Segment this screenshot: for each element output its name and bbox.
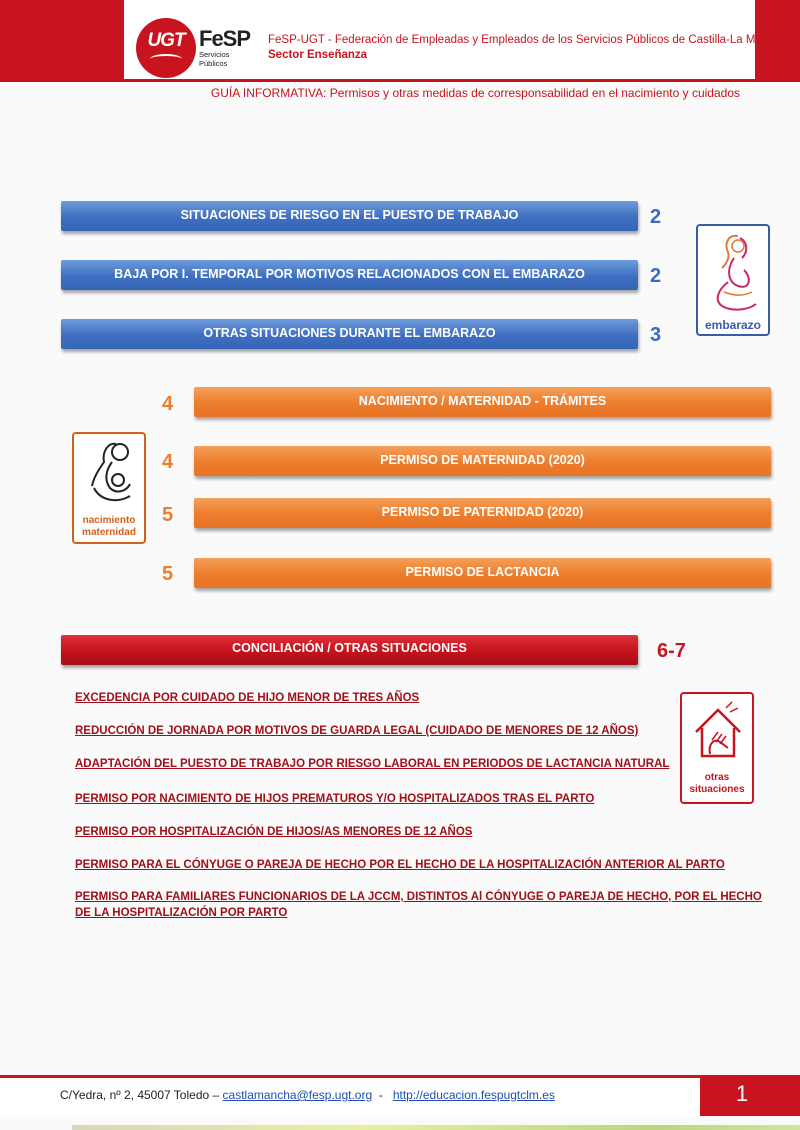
bar-conciliacion[interactable]: CONCILIACIÓN / OTRAS SITUACIONES xyxy=(61,635,638,665)
ugt-logo-text: UGT xyxy=(147,30,185,51)
footer-url-link[interactable]: http://educacion.fespugtclm.es xyxy=(392,1088,555,1102)
link-permiso-conyuge[interactable]: PERMISO PARA EL CÓNYUGE O PAREJA DE HECHO POR EL HECHO DE LA HOSPITALIZACIÓN ANTERIOR AL PARTO xyxy=(75,859,725,871)
footer-contact xyxy=(60,1088,555,1102)
nacimiento-icon-box xyxy=(72,432,146,544)
nacimiento-label-line1: nacimiento xyxy=(82,515,136,526)
handshake-icon xyxy=(150,54,182,64)
embarazo-icon-box xyxy=(696,224,770,336)
fesp-logo-text: FeSP xyxy=(199,26,251,51)
page-number: 2 xyxy=(650,206,662,228)
nacimiento-label-line2: maternidad xyxy=(82,527,136,538)
bar-situaciones-riesgo[interactable]: SITUACIONES DE RIESGO EN EL PUESTO DE TRABAJO xyxy=(61,201,638,231)
footer-decorative-strip xyxy=(72,1125,800,1130)
link-permiso-familiares[interactable]: PERMISO PARA FAMILIARES FUNCIONARIOS DE LA JCCM, DISTINTOS Al CÓNYUGE O PAREJA DE HECHO, POR EL HECHO xyxy=(75,891,762,903)
mother-baby-icon xyxy=(80,438,140,514)
page-number: 5 xyxy=(162,504,174,526)
otras-label-line2: situaciones xyxy=(689,784,745,795)
header-title: FeSP-UGT - Federación de Empleadas y Empleados de los Servicios Públicos de Castilla-La Mancha xyxy=(268,34,787,46)
bar-nacimiento-tramites[interactable]: NACIMIENTO / MATERNIDAD - TRÁMITES xyxy=(194,387,771,417)
footer-email-link[interactable]: castlamancha@fesp.ugt.org xyxy=(222,1088,373,1102)
bar-otras-situaciones-embarazo[interactable]: OTRAS SITUACIONES DURANTE EL EMBARAZO xyxy=(61,319,638,349)
bar-permiso-maternidad[interactable]: PERMISO DE MATERNIDAD (2020) xyxy=(194,446,771,476)
page-number: 5 xyxy=(162,563,174,585)
page-number: 4 xyxy=(162,451,174,473)
link-permiso-prematuros[interactable]: PERMISO POR NACIMIENTO DE HIJOS PREMATUROS Y/O HOSPITALIZADOS TRAS EL PARTO xyxy=(75,793,595,805)
otras-label-line1: otras xyxy=(704,772,730,783)
pregnant-woman-icon xyxy=(704,230,764,318)
link-permiso-hospitalizacion-hijos[interactable]: PERMISO POR HOSPITALIZACIÓN DE HIJOS/AS MENORES DE 12 AÑOS xyxy=(75,826,473,838)
link-reduccion-jornada[interactable]: REDUCCIÓN DE JORNADA POR MOTIVOS DE GUARDA LEGAL (CUIDADO DE MENORES DE 12 AÑOS) xyxy=(75,725,639,737)
otras-situaciones-icon-box xyxy=(680,692,754,804)
link-permiso-familiares-cont[interactable]: DE LA HOSPITALIZACIÓN POR PARTO xyxy=(75,907,288,919)
header-red-band-left xyxy=(0,0,124,82)
fesp-logo-subtext: Servicios Públicos xyxy=(199,50,230,68)
page-number: 3 xyxy=(650,324,662,346)
footer-address: C/Yedra, nº 2, 45007 Toledo – xyxy=(60,1088,220,1102)
page-number: 4 xyxy=(162,393,174,415)
footer-separator: - xyxy=(378,1088,383,1102)
house-hands-icon xyxy=(688,698,748,768)
header-divider xyxy=(0,79,800,82)
header-subtitle: Sector Enseñanza xyxy=(268,49,368,61)
footer-page-number: 1 xyxy=(735,1081,749,1106)
link-adaptacion-puesto[interactable]: ADAPTACIÓN DEL PUESTO DE TRABAJO POR RIESGO LABORAL EN PERIODOS DE LACTANCIA NATURAL xyxy=(75,758,670,770)
bar-permiso-lactancia[interactable]: PERMISO DE LACTANCIA xyxy=(194,558,771,588)
bar-baja-temporal[interactable]: BAJA POR I. TEMPORAL POR MOTIVOS RELACIONADOS CON EL EMBARAZO xyxy=(61,260,638,290)
page-number: 2 xyxy=(650,265,662,287)
guide-title: GUÍA INFORMATIVA: Permisos y otras medidas de corresponsabilidad en el nacimiento y cuidados xyxy=(210,86,740,100)
embarazo-icon-label: embarazo xyxy=(704,318,762,332)
link-excedencia[interactable]: EXCEDENCIA POR CUIDADO DE HIJO MENOR DE TRES AÑOS xyxy=(75,692,420,704)
otras-icon-label xyxy=(682,772,752,796)
page-number: 6-7 xyxy=(657,640,686,662)
nacimiento-icon-label xyxy=(74,515,144,539)
bar-permiso-paternidad[interactable]: PERMISO DE PATERNIDAD (2020) xyxy=(194,498,771,528)
